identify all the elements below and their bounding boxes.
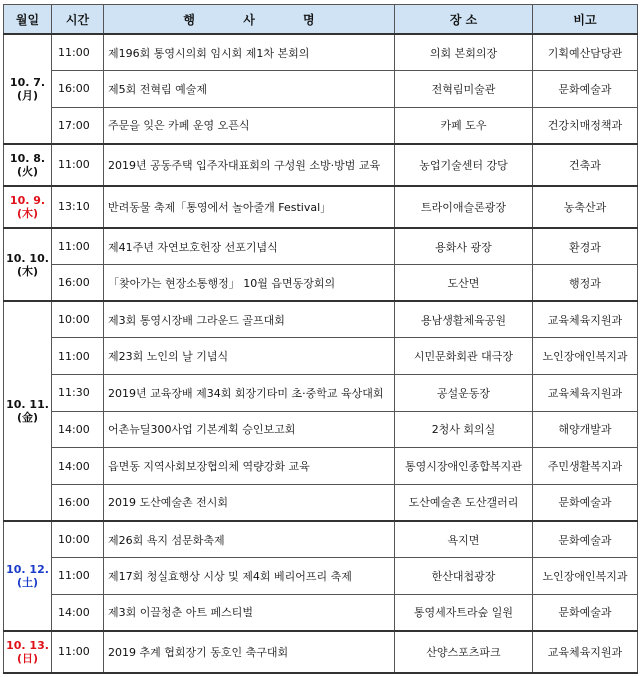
table-row	[4, 265, 638, 302]
note-cell: 건강치매정책과	[533, 107, 638, 144]
date-label: 10. 7.	[9, 75, 46, 89]
time-cell: 11:00	[52, 338, 104, 375]
time-cell: 16:00	[52, 265, 104, 302]
place-cell: 산양스포츠파크	[395, 631, 533, 673]
weekday-label: (木)	[16, 206, 39, 220]
time-cell: 13:10	[52, 186, 104, 228]
header-place: 장 소	[395, 5, 533, 35]
event-cell: 제41주년 자연보호헌장 선포기념식	[104, 228, 395, 265]
table-row	[4, 374, 638, 411]
header-note: 비고	[533, 5, 638, 35]
event-cell: 제3회 통영시장배 그라운드 골프대회	[104, 301, 395, 338]
weekday-label: (火)	[16, 164, 39, 178]
date-cell	[4, 186, 52, 228]
table-row	[4, 521, 638, 558]
table-row	[4, 411, 638, 448]
time-cell: 11:00	[52, 558, 104, 595]
header-row	[4, 5, 638, 35]
time-cell: 11:00	[52, 144, 104, 186]
time-cell: 10:00	[52, 521, 104, 558]
place-cell: 도산면	[395, 265, 533, 302]
note-cell: 문화예술과	[533, 521, 638, 558]
time-cell: 17:00	[52, 107, 104, 144]
weekday-label: (木)	[16, 264, 39, 278]
date-label: 10. 11.	[6, 398, 49, 412]
header-event: 행 사 명	[104, 5, 395, 35]
time-cell: 14:00	[52, 448, 104, 485]
place-cell: 의회 본회의장	[395, 34, 533, 71]
event-cell: 2019 추계 협회장기 동호인 축구대회	[104, 631, 395, 673]
date-cell	[4, 34, 52, 144]
date-label: 10. 9.	[9, 193, 46, 207]
table-row	[4, 71, 638, 108]
note-cell: 문화예술과	[533, 594, 638, 631]
table-row	[4, 186, 638, 228]
place-cell: 전혁림미술관	[395, 71, 533, 108]
event-cell: 2019 도산예술촌 전시회	[104, 484, 395, 521]
date-label: 10. 13.	[6, 638, 49, 652]
place-cell: 시민문화회관 대극장	[395, 338, 533, 375]
weekday-label: (月)	[16, 88, 39, 102]
place-cell: 통영시장애인종합복지관	[395, 448, 533, 485]
note-cell: 행정과	[533, 265, 638, 302]
note-cell: 문화예술과	[533, 484, 638, 521]
table-row	[4, 301, 638, 338]
date-label: 10. 12.	[6, 562, 49, 576]
event-cell: 「찾아가는 현장소통행정」 10월 읍면동장회의	[104, 265, 395, 302]
date-cell	[4, 631, 52, 673]
place-cell: 농업기술센터 강당	[395, 144, 533, 186]
table-row	[4, 484, 638, 521]
table-row	[4, 228, 638, 265]
date-label: 10. 10.	[6, 251, 49, 265]
date-label: 10. 8.	[9, 151, 46, 165]
note-cell: 농축산과	[533, 186, 638, 228]
table-row	[4, 338, 638, 375]
event-cell: 제23회 노인의 날 기념식	[104, 338, 395, 375]
header-date: 월일	[4, 5, 52, 35]
table-row	[4, 558, 638, 595]
note-cell: 해양개발과	[533, 411, 638, 448]
time-cell: 16:00	[52, 71, 104, 108]
event-cell: 주문을 잊은 카페 운영 오픈식	[104, 107, 395, 144]
event-cell: 제5회 전혁림 예술제	[104, 71, 395, 108]
time-cell: 14:00	[52, 594, 104, 631]
place-cell: 도산예술촌 도산갤러리	[395, 484, 533, 521]
table-row	[4, 107, 638, 144]
schedule-body	[4, 34, 638, 673]
event-cell: 2019년 공동주택 입주자대표회의 구성원 소방·방범 교육	[104, 144, 395, 186]
event-cell: 읍면동 지역사회보장협의체 역량강화 교육	[104, 448, 395, 485]
note-cell: 교육체육지원과	[533, 301, 638, 338]
event-cell: 2019년 교육장배 제34회 회장기타미 초·중학교 육상대회	[104, 374, 395, 411]
note-cell: 노인장애인복지과	[533, 558, 638, 595]
place-cell: 통영세자트라숲 일원	[395, 594, 533, 631]
event-cell: 제3회 이끌청춘 아트 페스티벌	[104, 594, 395, 631]
schedule-table	[3, 4, 638, 674]
event-cell: 제17회 청실효행상 시상 및 제4회 베리어프리 축제	[104, 558, 395, 595]
time-cell: 16:00	[52, 484, 104, 521]
weekday-label: (日)	[16, 651, 39, 665]
place-cell: 욕지면	[395, 521, 533, 558]
place-cell: 한산대첩광장	[395, 558, 533, 595]
place-cell: 용남생활체육공원	[395, 301, 533, 338]
note-cell: 교육체육지원과	[533, 374, 638, 411]
event-cell: 제196회 통영시의회 임시회 제1차 본회의	[104, 34, 395, 71]
table-row	[4, 144, 638, 186]
weekday-label: (土)	[16, 575, 39, 589]
time-cell: 10:00	[52, 301, 104, 338]
note-cell: 기획예산담당관	[533, 34, 638, 71]
place-cell: 트라이애슬론광장	[395, 186, 533, 228]
time-cell: 11:00	[52, 631, 104, 673]
note-cell: 환경과	[533, 228, 638, 265]
table-row	[4, 34, 638, 71]
header-time: 시간	[52, 5, 104, 35]
event-cell: 어촌뉴딜300사업 기본계획 승인보고회	[104, 411, 395, 448]
time-cell: 11:30	[52, 374, 104, 411]
note-cell: 노인장애인복지과	[533, 338, 638, 375]
table-row	[4, 448, 638, 485]
time-cell: 14:00	[52, 411, 104, 448]
time-cell: 11:00	[52, 34, 104, 71]
date-cell	[4, 144, 52, 186]
place-cell: 카페 도우	[395, 107, 533, 144]
table-row	[4, 594, 638, 631]
time-cell: 11:00	[52, 228, 104, 265]
note-cell: 주민생활복지과	[533, 448, 638, 485]
event-cell: 반려동물 축제「통영에서 놀아줄개 Festival」	[104, 186, 395, 228]
date-cell	[4, 228, 52, 301]
note-cell: 교육체육지원과	[533, 631, 638, 673]
place-cell: 공설운동장	[395, 374, 533, 411]
place-cell: 2청사 회의실	[395, 411, 533, 448]
note-cell: 건축과	[533, 144, 638, 186]
date-cell	[4, 301, 52, 521]
table-row	[4, 631, 638, 673]
weekday-label: (金)	[16, 411, 39, 425]
event-cell: 제26회 욕지 섬문화축제	[104, 521, 395, 558]
place-cell: 용화사 광장	[395, 228, 533, 265]
date-cell	[4, 521, 52, 631]
note-cell: 문화예술과	[533, 71, 638, 108]
